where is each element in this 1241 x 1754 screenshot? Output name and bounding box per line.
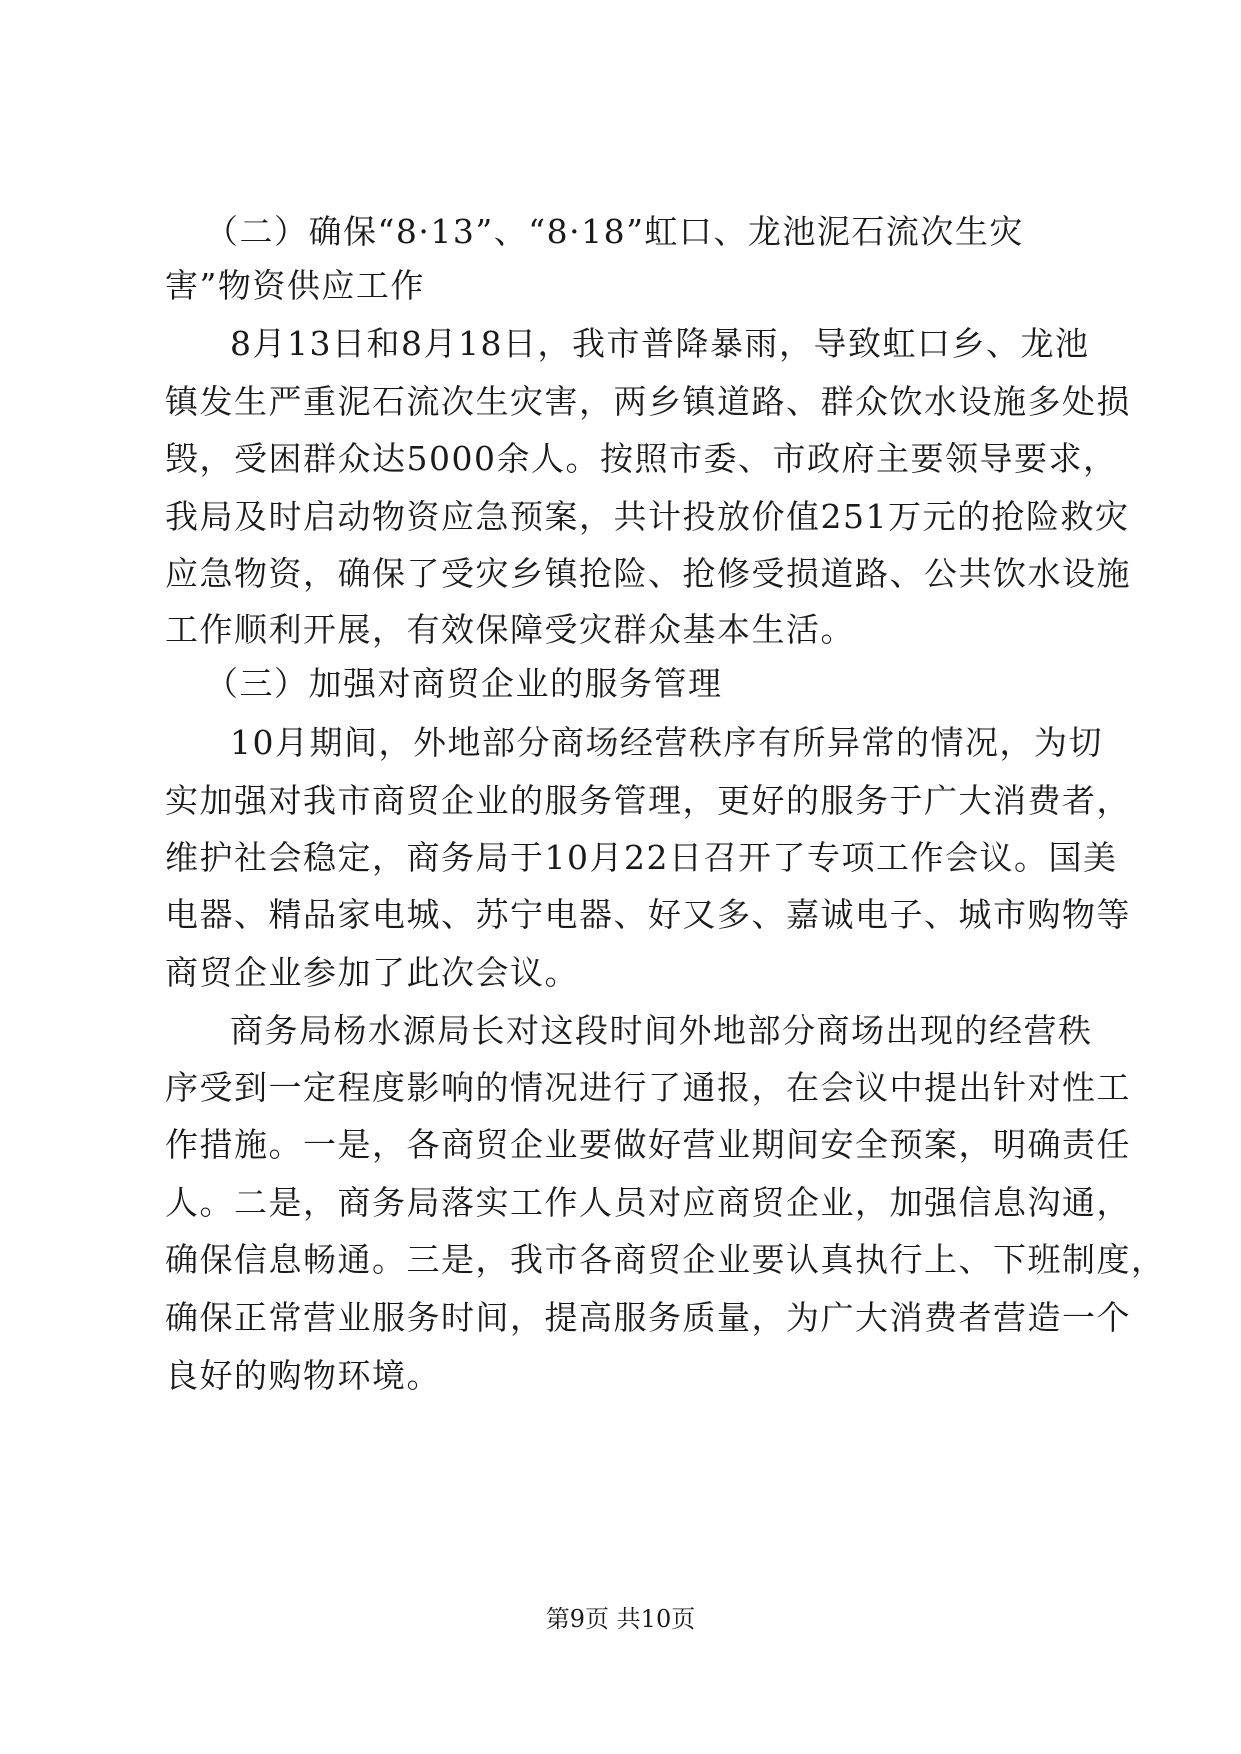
section-2-paragraph-line: 毁，受困群众达5000余人。按照市委、市政府主要领导要求，: [165, 439, 1118, 478]
section-2-paragraph-line: 镇发生严重泥石流次生灾害，两乡镇道路、群众饮水设施多处损: [165, 382, 1131, 421]
section-3-heading: （三）加强对商贸企业的服务管理: [205, 664, 723, 703]
section-3-paragraph-2-line: 确保正常营业服务时间，提高服务质量，为广大消费者营造一个: [165, 1298, 1131, 1337]
section-3-paragraph-2-line: 良好的购物环境。: [165, 1356, 441, 1395]
section-2-heading-line-2: 害”物资供应工作: [165, 266, 425, 305]
section-3-paragraph-2-line: 序受到一定程度影响的情况进行了通报，在会议中提出针对性工: [165, 1068, 1131, 1107]
section-3-paragraph-2-line: 商务局杨水源局长对这段时间外地部分商场出现的经营秩: [230, 1011, 1093, 1050]
section-3-paragraph-1-line: 维护社会稳定，商务局于10月22日召开了专项工作会议。国美: [165, 838, 1118, 877]
section-3-paragraph-2-line: 确保信息畅通。三是，我市各商贸企业要认真执行上、下班制度，: [165, 1240, 1166, 1279]
section-2-heading-line-1: （二）确保“8·13”、“8·18”虹口、龙池泥石流次生灾: [205, 212, 1024, 251]
section-2-paragraph-line: 工作顺利开展，有效保障受灾群众基本生活。: [165, 610, 855, 649]
section-3-paragraph-1-line: 商贸企业参加了此次会议。: [165, 953, 579, 992]
section-3-paragraph-2-line: 作措施。一是，各商贸企业要做好营业期间安全预案，明确责任: [165, 1125, 1131, 1164]
section-3-paragraph-1-line: 电器、精品家电城、苏宁电器、好又多、嘉诚电子、城市购物等: [165, 895, 1131, 934]
section-3-paragraph-1-line: 实加强对我市商贸企业的服务管理，更好的服务于广大消费者，: [165, 781, 1131, 820]
section-3-paragraph-2-line: 人。二是，商务局落实工作人员对应商贸企业，加强信息沟通，: [165, 1183, 1131, 1222]
section-2-paragraph-line: 我局及时启动物资应急预案，共计投放价值251万元的抢险救灾: [165, 497, 1130, 536]
page-number-footer: 第9页 共10页: [545, 1605, 696, 1633]
section-3-paragraph-1-line: 10月期间，外地部分商场经营秩序有所异常的情况，为切: [230, 723, 1103, 762]
section-2-paragraph-line: 8月13日和8月18日，我市普降暴雨，导致虹口乡、龙池: [230, 324, 1090, 363]
section-2-paragraph-line: 应急物资，确保了受灾乡镇抢险、抢修受损道路、公共饮水设施: [165, 554, 1131, 593]
